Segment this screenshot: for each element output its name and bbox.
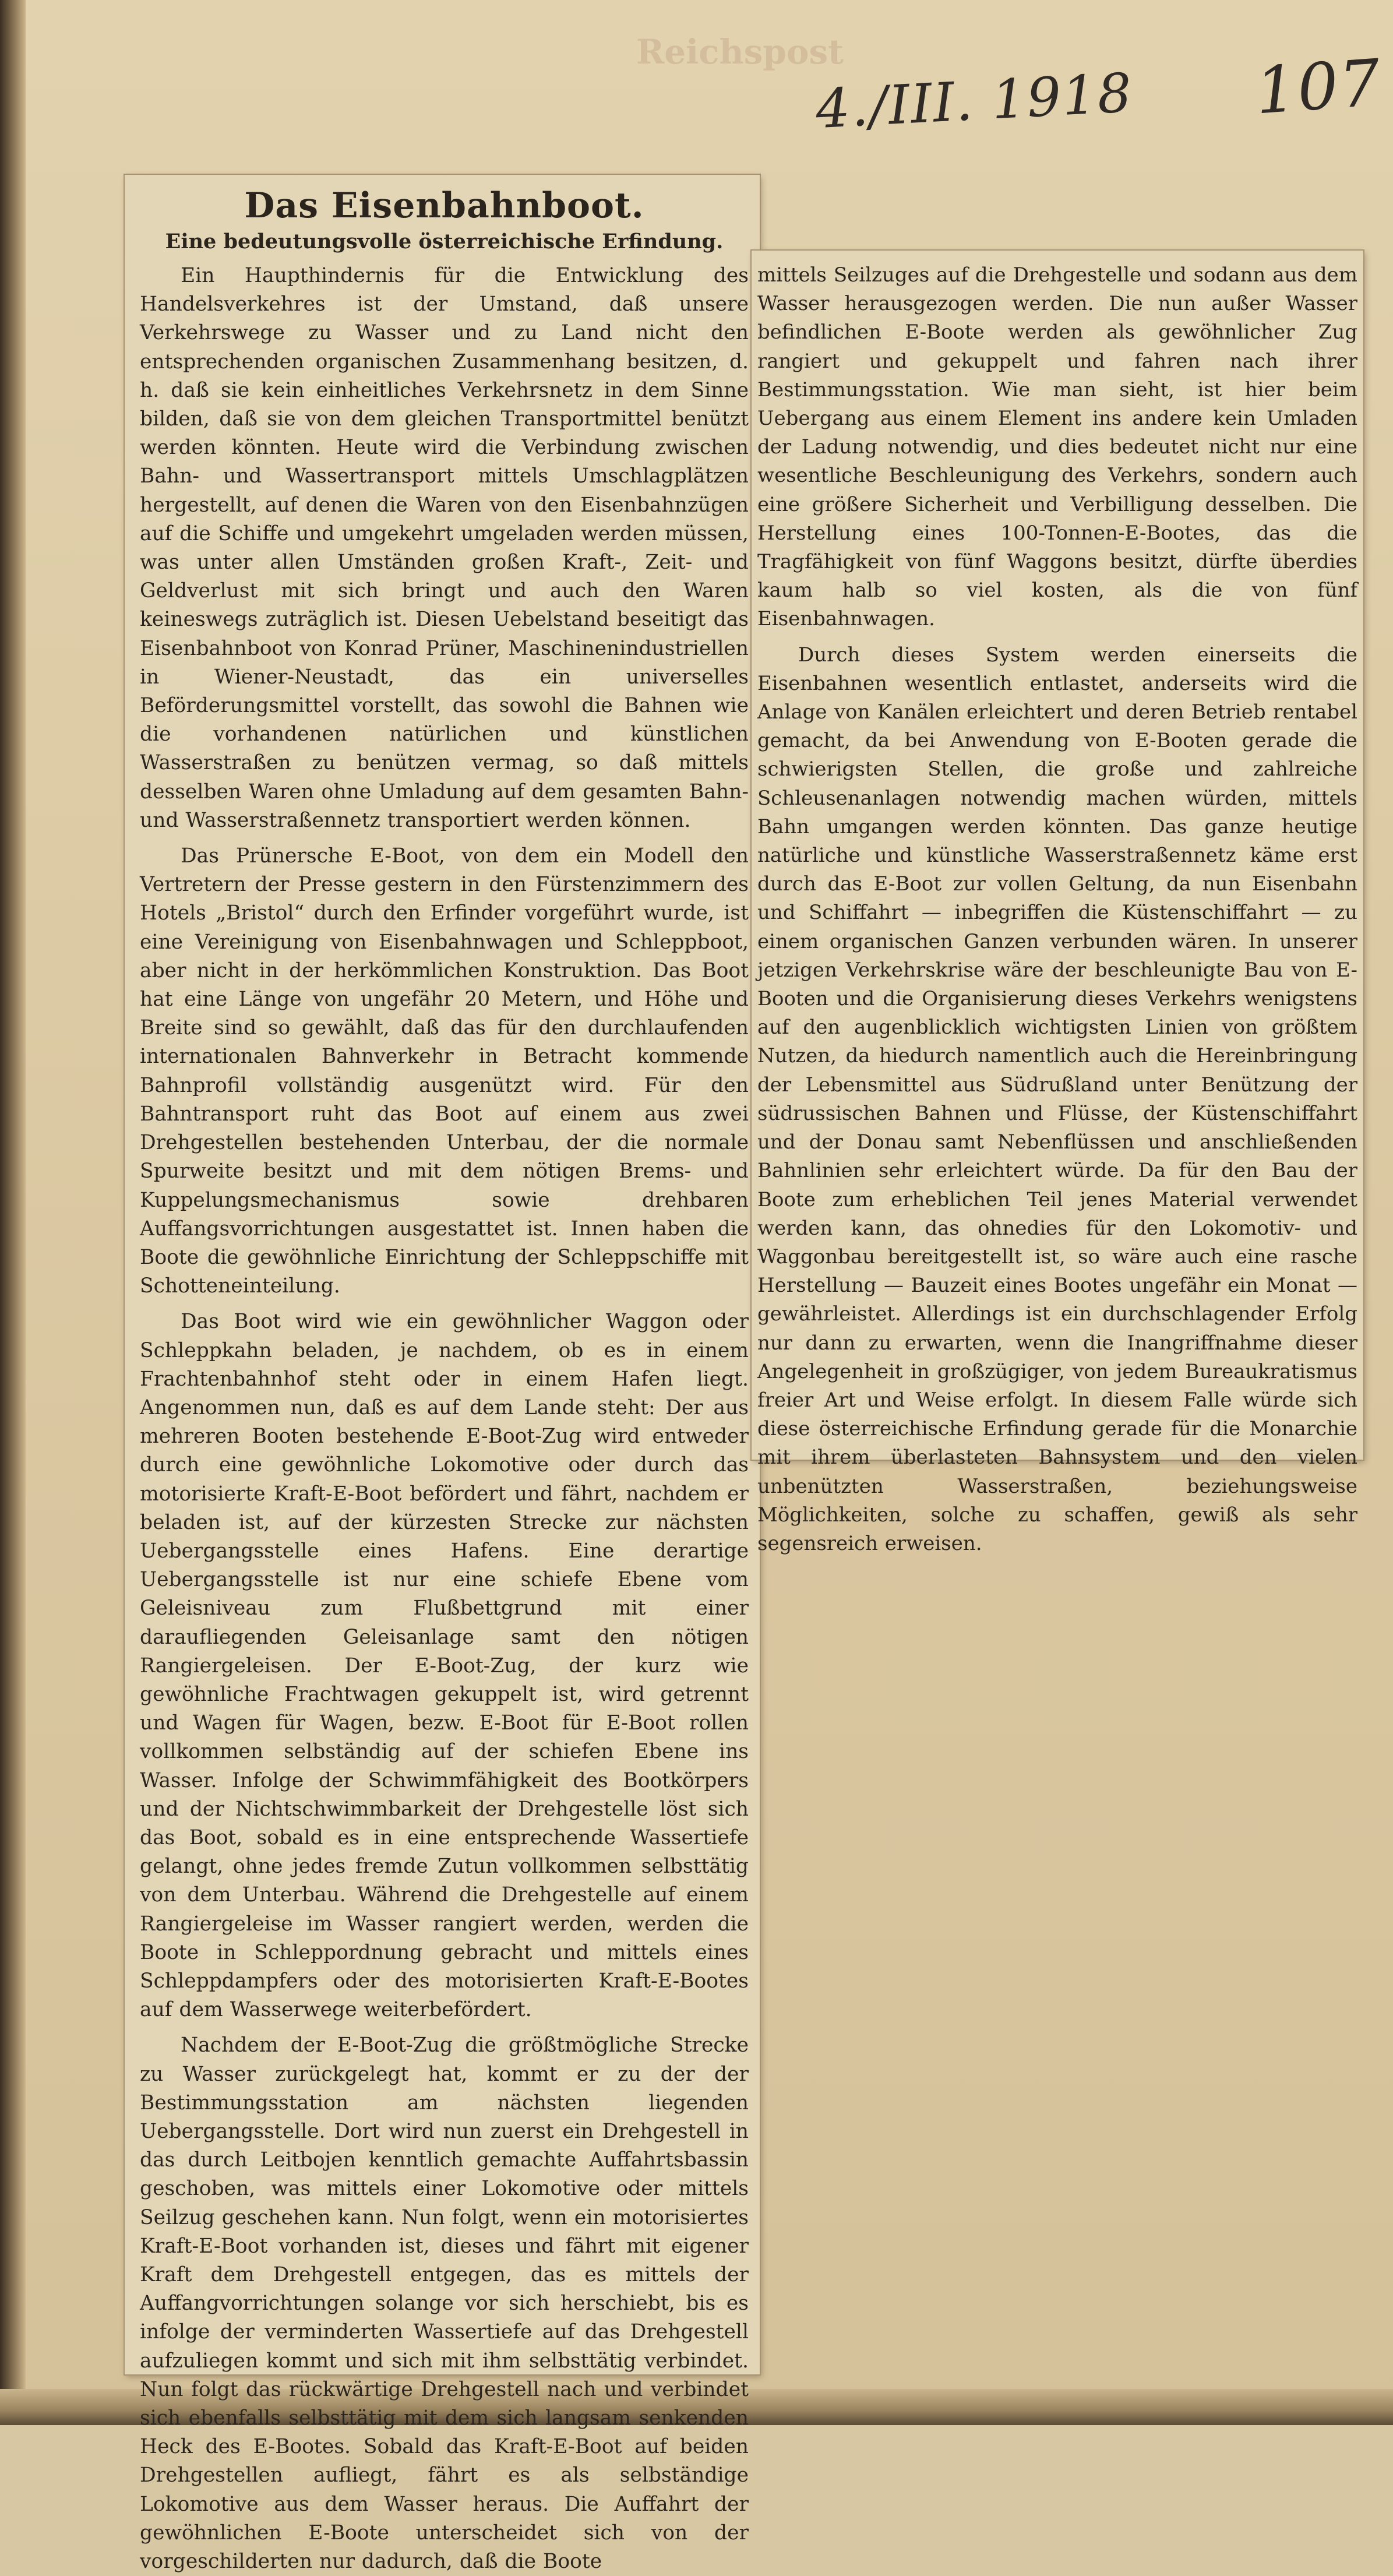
article-subtitle: Eine bedeutungsvolle österreichische Erfindung. — [165, 230, 724, 253]
paragraph: Nachdem der E-Boot-Zug die größtmögliche Strecke zu Wasser zurückgelegt hat, kommt er zu der der Bestimmungsstation am nächsten liegenden Uebergangsstelle. Dort wird nun zuerst ein Drehgestell in das durch Leitbojen kenntlich gemachte Auffahrtsbassin geschoben, was mittels einer Lokomotive oder mittels Seilzug geschehen kann. Nun folgt, wenn ein motorisiertes Kraft-E-Boot vorhanden ist, dieses und fährt mit eigener Kraft dem Drehgestell entgegen, das es mittels der Auffangvorrichtungen solange vor sich herschiebt, bis es infolge der verminderten Wassertiefe auf das Drehgestell aufzuliegen kommt und sich mit ihm selbsttätig verbindet. Nun folgt das rückwärtige Drehgestell nach und verbindet sich ebenfalls selbsttätig mit dem sich langsam senkenden Heck des E-Bootes. Sobald das Kraft-E-Boot auf beiden Drehgestellen aufliegt, fährt es als selbständige Lokomotive aus dem Wasser heraus. Die Auffahrt der gewöhnlichen E-Boote unterscheidet sich von der vorgeschilderten nur dadurch, daß die Boote — [140, 2034, 749, 2574]
article-left-column — [140, 181, 749, 2574]
newspaper-stamp: Reichspost — [636, 32, 844, 72]
sheet-left-edge — [0, 0, 26, 2425]
paragraph: Ein Haupthindernis für die Entwicklung des Handelsverkehres ist der Umstand, daß unsere Verkehrswege zu Wasser und zu Land nicht den entsprechenden organischen Zusammenhang besitzen, d. h. daß sie kein einheitliches Verkehrsnetz in dem Sinne bilden, daß sie von dem gleichen Transportmittel benützt werden könnten. Heute wird die Verbindung zwischen Bahn- und Wassertransport mittels Umschlagplätzen hergestellt, auf denen die Waren von den Eisenbahnzügen auf die Schiffe und umgekehrt umgeladen werden müssen, was unter allen Umständen großen Kraft-, Zeit- und Geldverlust mit sich bringt und auch den Waren keineswegs zuträglich ist. Diesen Uebelstand beseitigt das Eisenbahnboot von Konrad Prüner, Maschinenindustriellen in Wiener-Neustadt, das ein universelles Beförderungsmittel vorstellt, das sowohl die Bahnen wie die vorhandenen natürlichen und künstlichen Wasserstraßen zu benützen vermag, so daß mittels desselben Waren ohne Umladung auf dem gesamten Bahn- und Wasserstraßennetz transportiert werden können. — [140, 264, 749, 832]
article-title: Das Eisenbahnboot. — [244, 185, 644, 226]
handwritten-page-number: 107 — [1253, 45, 1384, 129]
paragraph: Das Prünersche E-Boot, von dem ein Modell den Vertretern der Presse gestern in den Fürstenzimmern des Hotels „Bristol“ durch den Erfinder vorgeführt wurde, ist eine Vereinigung von Eisenbahnwagen und Schleppboot, aber nicht in der herkömmlichen Konstruktion. Das Boot hat eine Länge von ungefähr 20 Metern, und Höhe und Breite sind so gewählt, daß das für den durchlaufenden internationalen Bahnverkehr in Betracht kommende Bahnprofil vollständig ausgenützt wird. Für den Bahntransport ruht das Boot auf einem aus zwei Drehgestellen bestehenden Unterbau, der die normale Spurweite besitzt und mit dem nötigen Brems- und Kuppelungsmechanismus sowie drehbaren Auffangsvorrichtungen ausgestattet ist. Innen haben die Boote die gewöhnliche Einrichtung der Schleppschiffe mit Schotteneinteilung. — [140, 844, 749, 1298]
paragraph: Durch dieses System werden einerseits die Eisenbahnen wesentlich entlastet, anderseits wird die Anlage von Kanälen erleichtert und deren Betrieb rentabel gemacht, da bei Anwendung von E-Booten gerade die schwierigsten Stellen, die große und zahlreiche Schleusenanlagen notwendig machen würden, mittels Bahn umgangen werden könnten. Das ganze heutige natürliche und künstliche Wasserstraßennetz käme erst durch das E-Boot zur vollen Geltung, da nun Eisenbahn und Schiffahrt — inbegriffen die Küstenschiffahrt — zu einem organischen Ganzen verbunden wären. In unserer jetzigen Verkehrskrise wäre der beschleunigte Bau von E-Booten und die Organisierung dieses Verkehrs wenigstens auf den augenblicklich wichtigsten Linien von größtem Nutzen, da hiedurch namentlich auch die Hereinbringung der Lebensmittel aus Südrußland unter Benützung der südrussischen Bahnen und Flüsse, der Küstenschiffahrt und der Donau samt Nebenflüssen und anschließenden Bahnlinien sehr erleichtert würde. Da für den Bau der Boote zum erheblichen Teil jenes Material verwendet werden kann, das ohnedies für den Lokomotiv- und Waggonbau bereitgestellt ist, so wäre auch eine rasche Herstellung — Bauzeit eines Bootes ungefähr ein Monat — gewährleistet. Allerdings ist ein durchschlagender Erfolg nur dann zu erwarten, wenn die Inangriffnahme dieser Angelegenheit in großzügiger, von jedem Bureaukratismus freier Art und Weise erfolgt. In diesem Falle würde sich diese österreichische Erfindung gerade für die Monarchie mit ihrem überlasteten Bahnsystem und den vielen unbenützten Wasserstraßen, beziehungsweise Möglichkeiten, solche zu schaffen, gewiß als sehr segensreich erweisen. — [757, 643, 1357, 1555]
handwritten-date: 4./III. 1918 — [814, 61, 1134, 141]
paragraph: mittels Seilzuges auf die Drehgestelle und sodann aus dem Wasser herausgezogen werden. Die nun außer Wasser befindlichen E-Boote werden als gewöhnlicher Zug rangiert und gekuppelt und fahren nach ihrer Bestimmungsstation. Wie man sieht, ist hier beim Uebergang aus einem Element ins andere kein Umladen der Ladung notwendig, und dies bedeutet nicht nur eine wesentliche Beschleunigung des Verkehrs, sondern auch eine größere Sicherheit und Verbilligung desselben. Die Herstellung eines 100-Tonnen-E-Bootes, das die Tragfähigkeit von fünf Waggons besitzt, dürfte überdies kaum halb so viel kosten, als die von fünf Eisenbahnwagen. — [757, 263, 1357, 631]
paragraph: Das Boot wird wie ein gewöhnlicher Waggon oder Schleppkahn beladen, je nachdem, ob es in einem Frachtenbahnhof steht oder in einem Hafen liegt. Angenommen nun, daß es auf dem Lande steht: Der aus mehreren Booten bestehende E-Boot-Zug wird entweder durch eine gewöhnliche Lokomotive oder durch das motorisierte Kraft-E-Boot befördert und fährt, nachdem er beladen ist, auf der kürzesten Strecke zur nächsten Uebergangsstelle eines Hafens. Eine derartige Uebergangsstelle ist nur eine schiefe Ebene vom Geleisniveau zum Flußbettgrund mit einer daraufliegenden Geleisanlage samt den nötigen Rangiergeleisen. Der E-Boot-Zug, der kurz wie gewöhnliche Frachtwagen gekuppelt ist, wird getrennt und Wagen für Wagen, bezw. E-Boot für E-Boot rollen vollkommen selbständig auf der schiefen Ebene ins Wasser. Infolge der Schwimmfähigkeit des Bootkörpers und der Nichtschwimmbarkeit der Drehgestelle löst sich das Boot, sobald es in eine entsprechende Wassertiefe gelangt, ohne jedes fremde Zutun vollkommen selbsttätig von dem Unterbau. Während die Drehgestelle auf einem Rangiergeleise im Wasser rangiert werden, werden die Boote in Schleppordnung gebracht und mittels eines Schleppdampfers oder des motorisierten Kraft-E-Bootes auf dem Wasserwege weiterbefördert. — [140, 1310, 749, 2022]
article-right-column — [757, 261, 1357, 1555]
